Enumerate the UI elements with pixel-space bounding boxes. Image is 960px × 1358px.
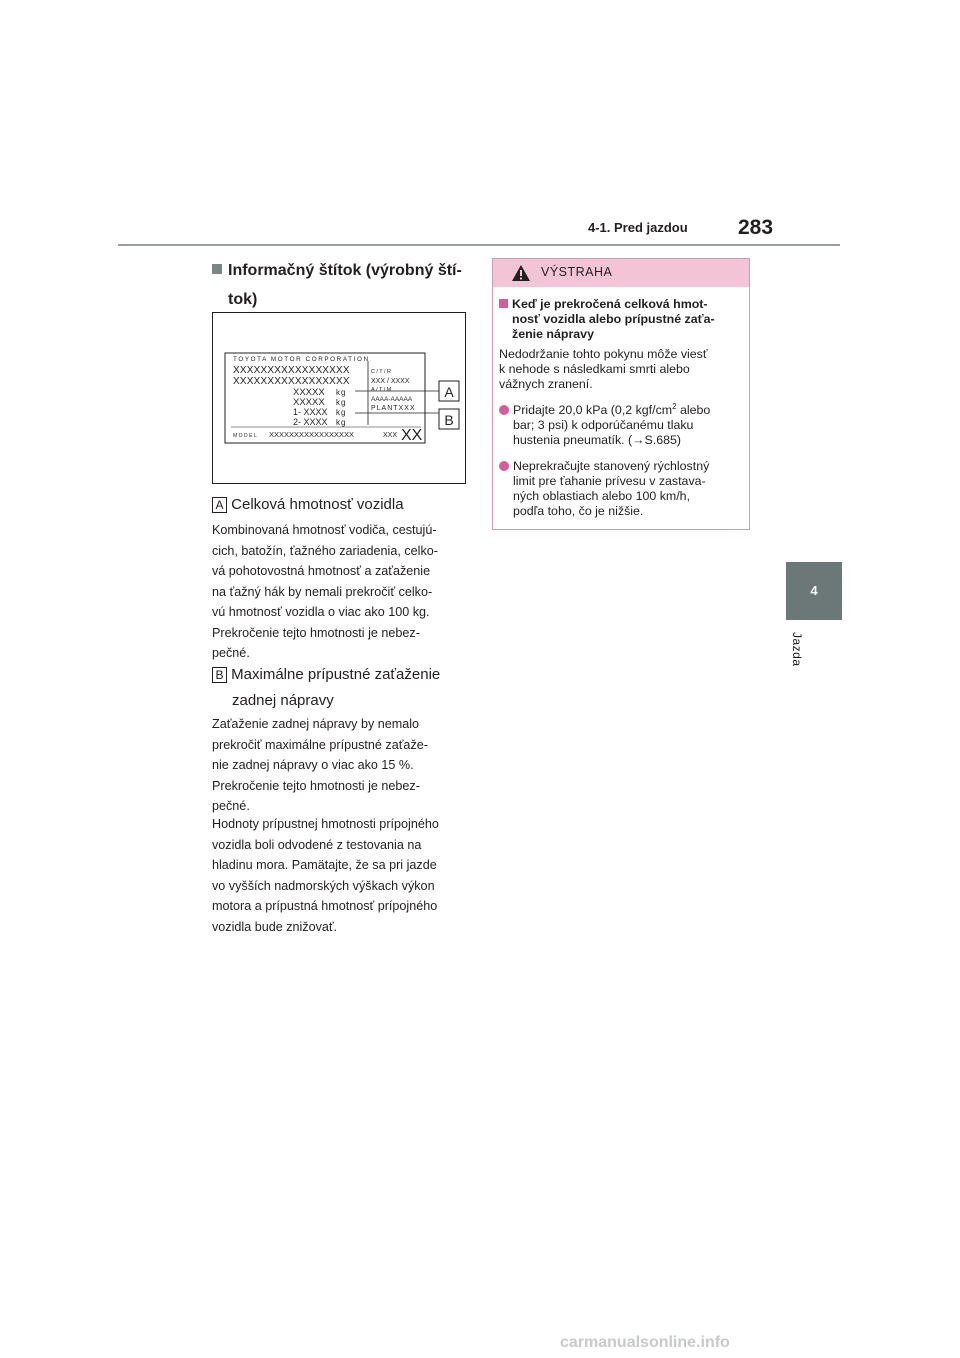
warning-triangle-icon [511, 264, 531, 282]
chapter-tab-label: Jazda [790, 632, 804, 667]
warning-bullet-2: Neprekračujte stanovený rýchlostný limit pre ťahanie prívesu v zastava- ných oblastiach alebo 100 km/h, podľa toho, čo je nižšie. [499, 459, 749, 519]
label-xx: XX [401, 427, 423, 444]
item-b-body2: Hodnoty prípustnej hmotnosti prípojného vozidla boli odvodené z testovania na hladinu mora. Pamätajte, že sa pri jazde vo vyšších nadmorských výškach výkon motora a prípustná hmotnosť prípojného vozidla bude znižovať. [212, 817, 439, 934]
label-row: XXXXXXXXXXXXXXXXX [233, 376, 350, 387]
label-model-value: XXXXXXXXXXXXXXXXX [269, 430, 355, 439]
label-kg: kg [336, 418, 347, 427]
label-title: TOYOTA MOTOR CORPORATION [233, 356, 370, 363]
warning-bullet-1: Pridajte 20,0 kPa (0,2 kgf/$cm^2$ alebo bar; 3 psi) k odporúčanému tlaku hustenia pneumatík. (→S.685) [499, 399, 749, 448]
header-rule [118, 244, 840, 246]
label-ctr-value: XXX / XXXX [371, 378, 410, 385]
warning-subhead: Keď je prekročená celková hmot- nosť vozidla alebo prípustné zaťa- ženie nápravy [499, 297, 749, 342]
item-a-title: A Celková hmotnosť vozidla [212, 492, 472, 518]
info-label-figure [212, 312, 466, 484]
item-a-letter: A [212, 497, 227, 513]
warning-header [493, 259, 749, 287]
label-atm-value: AAAA-AAAAA [371, 396, 413, 403]
page-number: 283 [738, 216, 774, 239]
label-model: MODEL [233, 433, 259, 439]
label-weight: XXXXX [293, 387, 325, 398]
label-kg: kg [336, 408, 347, 417]
page-reference-link[interactable]: hustenia pneumatík. (→S.685) [513, 433, 682, 448]
label-kg: kg [336, 398, 347, 407]
heading-square-icon [212, 264, 222, 274]
warning-square-icon [499, 299, 508, 308]
warning-box [492, 258, 750, 530]
chapter-tab[interactable]: 4 [786, 562, 842, 620]
label-ctr: C/T/R [371, 369, 393, 375]
footer-watermark[interactable]: carmanualsonline.info [560, 1334, 730, 1351]
bullet-dot-icon [499, 405, 509, 415]
warning-title: VÝSTRAHA [541, 265, 613, 279]
label-weight: XXXXX [293, 397, 325, 408]
callout-b: B [444, 412, 454, 428]
label-weight: 2- XXXX [293, 417, 328, 427]
label-weight: 1- XXXX [293, 407, 328, 417]
section-title: 4-1. Pred jazdou [588, 220, 688, 235]
label-plant: PLANTXXX [371, 405, 416, 412]
info-label-illustration [213, 313, 465, 483]
section-heading: Informačný štítok (výrobný ští- tok) [212, 256, 472, 314]
label-atm: A/T/M [371, 387, 393, 393]
item-a-body: Kombinovaná hmotnosť vodiča, cestujú- cich, batožín, ťažného zariadenia, celko- vá pohotovostná hmotnosť a zaťaženie na ťažný hák by nemali prekročiť celko- vú hmotnosť vozidla o viac ako 100 kg. Prekročenie tejto hmotnosti je nebez- pečné. [212, 523, 438, 660]
callout-a: A [444, 384, 454, 400]
label-row: XXXXXXXXXXXXXXXXX [233, 365, 350, 376]
item-b-body: Zaťaženie zadnej nápravy by nemalo prekročiť maximálne prípustné zaťaže- nie zadnej nápravy o viac ako 15 %. Prekročenie tejto hmotnosti je nebez- pečné. [212, 717, 428, 813]
label-xxx: XXX [383, 432, 398, 439]
item-b-title: B Maximálne prípustné zaťaženie zadnej nápravy [212, 662, 472, 714]
bullet-dot-icon [499, 461, 509, 471]
warning-intro: Nedodržanie tohto pokynu môže viesť k nehode s následkami smrti alebo vážnych zranení. [499, 347, 708, 391]
item-b-letter: B [212, 667, 227, 683]
label-kg: kg [336, 388, 347, 397]
